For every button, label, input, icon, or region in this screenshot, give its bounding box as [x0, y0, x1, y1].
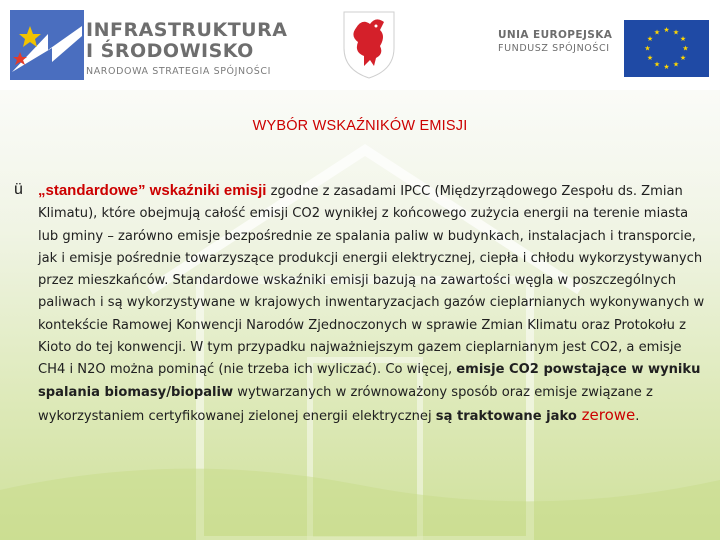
paragraph-text-1: zgodne z zasadami IPCC (Międzyrządowego Zespołu ds. Zmian Klimatu), które obejmują całość emisji CO2 wynikłej z końcowego zużycia energii na terenie miasta lub gminy – zarówno emisje bezpośrednie ze spalania paliw w budynkach, instalacjach i transporcie, jak i emisje pośrednie towarzyszące produkcji energii elektrycznej, ciepła i chłodu wykorzystywanych przez mieszkańców. Standardowe wskaźniki emisji bazują na zawartości węgla w poszczególnych paliwach i są wykorzystywane w krajowych inwentaryzacjach gazów cieplarnianych wykonywanych w kontekście Ramowej Konwencji Narodów Zjednoczonych w sprawie Zmian Klimatu oraz Protokołu z Kioto do tej konwencji. W tym przypadku najważniejszym gazem cieplarnianym jest CO2, a emisje CH4 i N2O można pominąć (nie trzeba ich wyliczać). Co więcej,: [38, 184, 705, 378]
brand-line1: INFRASTRUKTURA: [86, 19, 288, 41]
eu-line1: UNIA EUROPEJSKA: [498, 29, 613, 41]
svg-text:★: ★: [679, 35, 687, 43]
header-bar: [0, 0, 720, 90]
paragraph-end: .: [635, 408, 640, 424]
svg-text:★: ★: [653, 60, 661, 69]
svg-text:★: ★: [672, 60, 680, 69]
svg-text:★: ★: [682, 44, 689, 53]
zero-emphasis: zerowe: [576, 405, 636, 424]
svg-text:★: ★: [646, 54, 654, 62]
bullet-paragraph: [38, 180, 710, 428]
svg-text:★: ★: [653, 28, 661, 37]
program-brand: [86, 20, 287, 77]
svg-text:★: ★: [672, 28, 680, 37]
bold-phrase-1: emisje CO2 powstające w wyniku spalania biomasy/biopaliw: [38, 362, 701, 400]
svg-text:★: ★: [663, 26, 670, 34]
program-logo-icon: [8, 6, 86, 84]
eu-flag-icon: [624, 20, 709, 77]
bold-phrase-2: są traktowane jako: [435, 408, 577, 424]
lead-term: „standardowe” wskaźniki emisji: [38, 182, 267, 199]
brand-subtitle: NARODOWA STRATEGIA SPÓJNOŚCI: [86, 66, 272, 77]
svg-text:★: ★: [663, 63, 670, 71]
griffin-crest-icon: [340, 8, 398, 80]
svg-text:★: ★: [644, 44, 651, 53]
paragraph-text-2: wytwarzanych w zrównoważony sposób oraz emisje związane z wykorzystaniem certyfikowanej zielonej energii elektrycznej: [38, 384, 653, 424]
svg-text:★: ★: [646, 35, 654, 43]
eu-fund-label: [498, 29, 612, 54]
svg-text:★: ★: [679, 54, 687, 62]
slide-title: WYBÓR WSKAŹNIKÓW EMISJI: [252, 118, 468, 134]
brand-line2: I ŚRODOWISKO: [86, 40, 254, 62]
checkmark-icon: ü: [14, 181, 23, 198]
eu-line2: FUNDUSZ SPÓJNOŚCI: [498, 43, 610, 54]
